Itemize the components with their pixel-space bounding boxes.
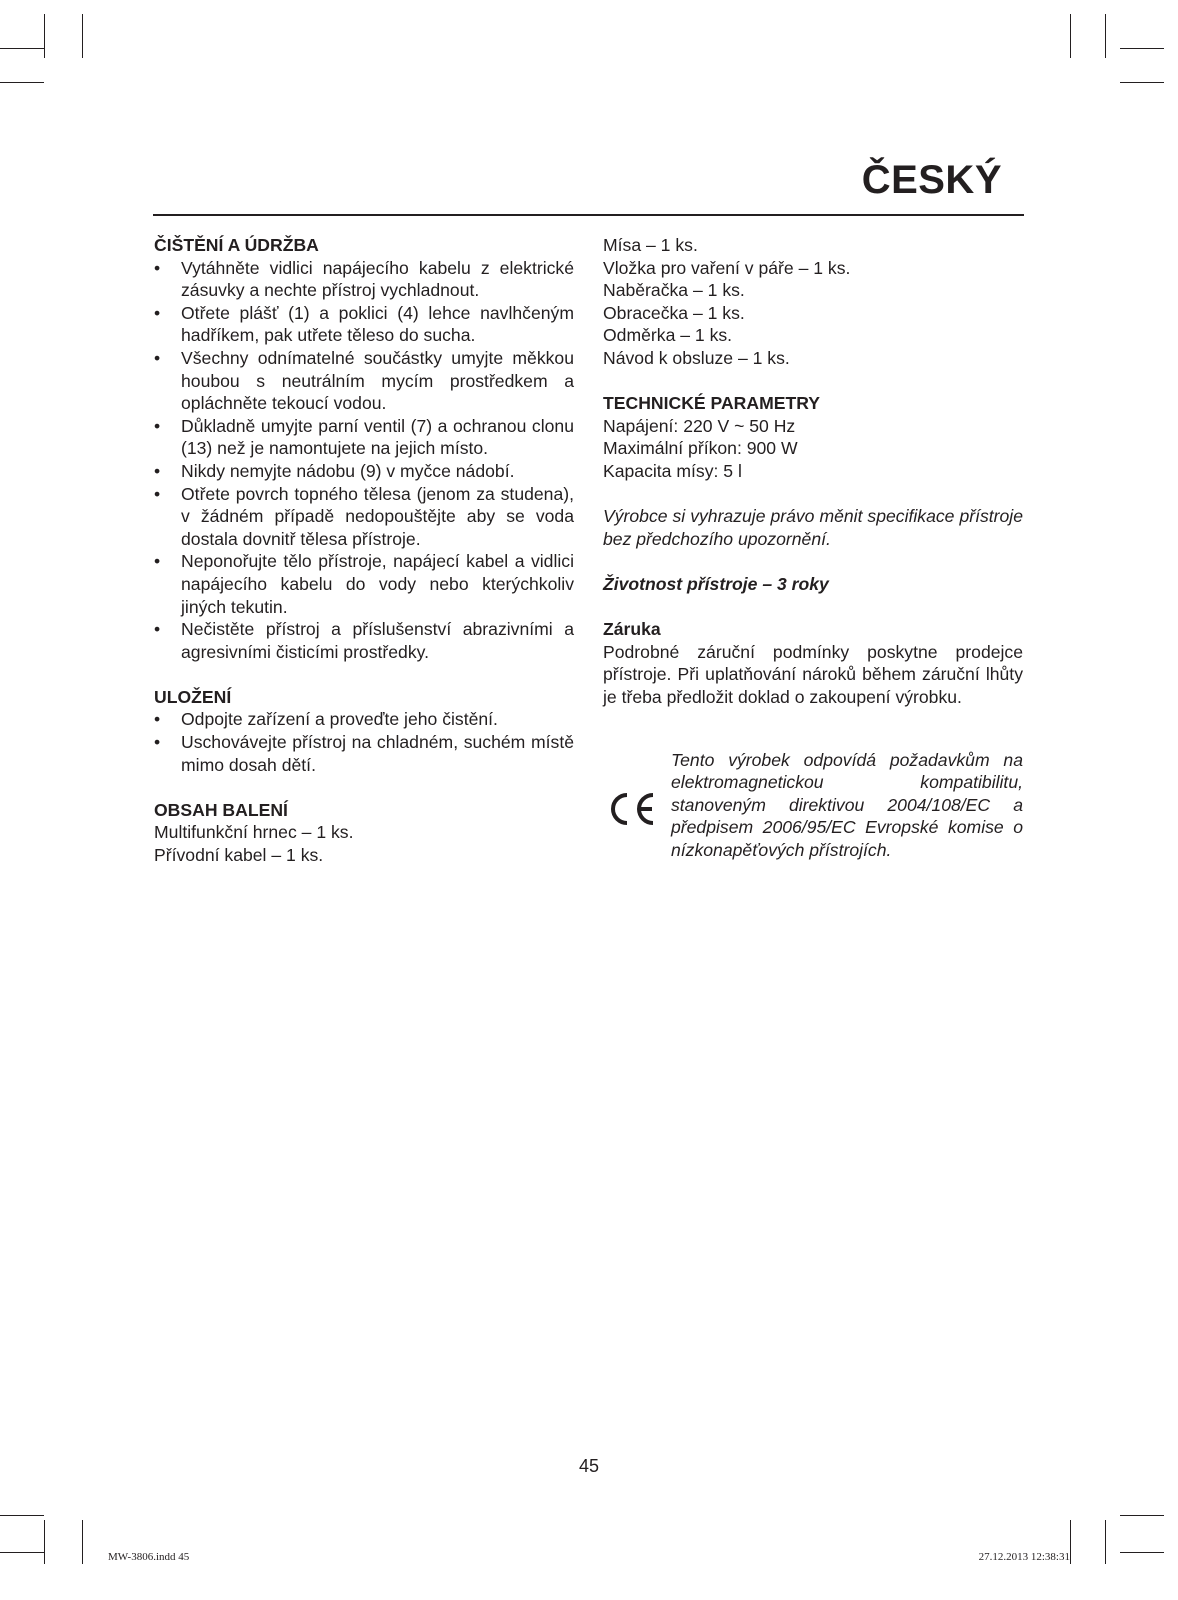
contents-line: Obracečka – 1 ks. [603, 302, 745, 323]
warranty-heading: Záruka [603, 619, 661, 640]
contents-line: Odměrka – 1 ks. [603, 325, 733, 346]
list-item: • Otřete povrch topného tělesa (jenom za studena), v žádném případě nedopouštějte aby se voda dostala dovnitř tělesa přístroje. [154, 483, 574, 551]
crop-mark [44, 14, 45, 58]
list-item: • Odpojte zařízení a proveďte jeho čistění. [154, 708, 574, 731]
contents-line: Přívodní kabel – 1 ks. [154, 845, 324, 866]
page-title: ČESKÝ [861, 158, 1002, 202]
crop-mark [1120, 48, 1164, 49]
cleaning-heading: ČIŠTĚNÍ A ÚDRŽBA [154, 235, 319, 255]
left-column [154, 234, 574, 867]
crop-mark [1120, 82, 1164, 83]
spec-line: Kapacita mísy: 5 l [603, 460, 742, 481]
crop-mark [0, 1515, 44, 1516]
contents-line: Mísa – 1 ks. [603, 235, 698, 255]
page-number: 45 [578, 1456, 600, 1476]
crop-mark [44, 1520, 45, 1564]
crop-mark [82, 14, 83, 58]
crop-mark [0, 82, 44, 83]
header-divider [153, 214, 1024, 216]
list-item: • Nikdy nemyjte nádobu (9) v myčce nádobí. [154, 460, 574, 483]
list-item: • Vytáhněte vidlici napájecího kabelu z elektrické zásuvky a nechte přístroj vychladnout. [154, 257, 574, 302]
warranty-text: Podrobné záruční podmínky poskytne prodejce přístroje. Při uplatňování nároků během záruční lhůty je třeba předložit doklad o zakoupení výrobku. [603, 641, 1023, 707]
storage-heading: ULOŽENÍ [154, 686, 232, 707]
crop-mark [1105, 1520, 1106, 1564]
spec-line: Maximální příkon: 900 W [603, 438, 798, 459]
cleaning-list [154, 257, 574, 664]
ce-mark-icon [607, 789, 659, 829]
contents-line: Návod k obsluze – 1 ks. [603, 347, 790, 368]
ce-text: Tento výrobek odpovídá požadavkům na elektromagnetickou kompatibilitu, stanoveným direktivou 2004/108/EC a předpisem 2006/95/EC Evropské komise o nízkonapěťových přístrojích. [671, 749, 1023, 861]
crop-mark [1120, 1515, 1164, 1516]
list-item: • Nečistěte přístroj a příslušenství abrazivními a agresivními čisticími prostředky. [154, 618, 574, 663]
ce-notice [603, 749, 1023, 862]
right-column [603, 234, 1023, 879]
list-item: • Otřete plášť (1) a poklici (4) lehce navlhčeným hadříkem, pak utřete těleso do sucha. [154, 302, 574, 347]
slug-datetime: 27.12.2013 12:38:31 [978, 1551, 1070, 1563]
contents-line: Vložka pro vaření v páře – 1 ks. [603, 257, 851, 278]
crop-mark [1070, 1520, 1071, 1564]
slug-file: MW-3806.indd 45 [108, 1551, 190, 1563]
contents-heading: OBSAH BALENÍ [154, 799, 288, 820]
crop-mark [1070, 14, 1071, 58]
technical-heading: TECHNICKÉ PARAMETRY [603, 393, 820, 414]
crop-mark [82, 1520, 83, 1564]
crop-mark [0, 48, 44, 49]
list-item: • Všechny odnímatelné součástky umyjte měkkou houbou s neutrálním mycím prostředkem a opláchněte tekoucí vodou. [154, 347, 574, 415]
crop-mark [1120, 1552, 1164, 1553]
crop-mark [0, 1552, 44, 1553]
lifetime-text: Životnost přístroje – 3 roky [603, 573, 829, 594]
crop-mark [1105, 14, 1106, 58]
list-item: • Uschovávejte přístroj na chladném, suchém místě mimo dosah dětí. [154, 731, 574, 776]
spec-line: Napájení: 220 V ~ 50 Hz [603, 415, 796, 436]
list-item: • Důkladně umyjte parní ventil (7) a ochranou clonu (13) než je namontujete na jejich místo. [154, 415, 574, 460]
list-item: • Neponořujte tělo přístroje, napájecí kabel a vidlici napájecího kabelu do vody nebo kterýchkoliv jiných tekutin. [154, 550, 574, 618]
contents-line: Naběračka – 1 ks. [603, 280, 745, 301]
disclaimer-text: Výrobce si vyhrazuje právo měnit specifikace přístroje bez předchozího upozornění. [603, 506, 1023, 549]
contents-line: Multifunkční hrnec – 1 ks. [154, 822, 354, 843]
storage-list [154, 708, 574, 776]
